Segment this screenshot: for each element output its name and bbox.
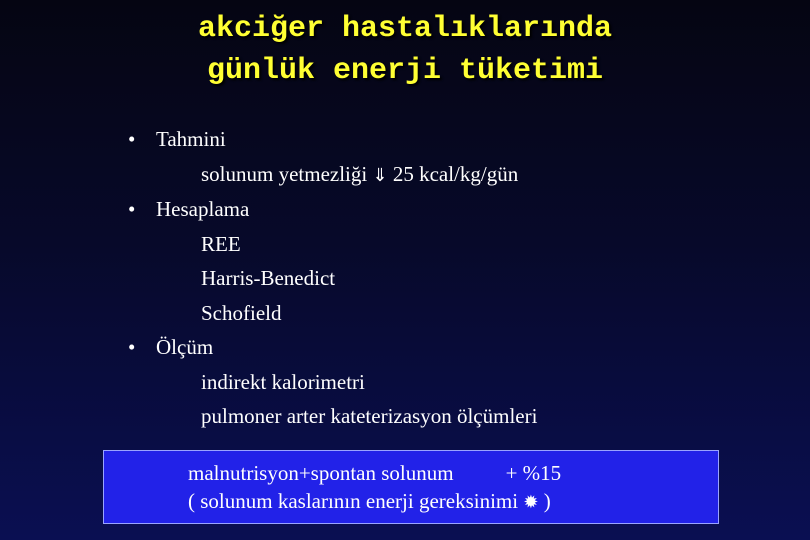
note-line-1-text: malnutrisyon+spontan solunum [188, 461, 454, 485]
bullet-label: Tahmini [156, 127, 226, 151]
note-line-1 [188, 460, 561, 486]
title-line-1: akciğer hastalıklarında [197, 12, 613, 46]
note-line-2-text: ( solunum kaslarının enerji gereksinimi [188, 489, 524, 513]
down-arrow-icon: ⇓ [372, 165, 388, 186]
bullet-item-olcum [128, 335, 213, 359]
bullet-label: Hesaplama [156, 197, 250, 221]
note-line-2-close: ) [538, 489, 551, 513]
sub-item-indirekt-kalorimetri: indirekt kalorimetri [201, 370, 365, 394]
sub-item-solunum-yetmezligi [201, 162, 518, 188]
bullet-dot: • [128, 335, 136, 359]
title-line-2: günlük enerji tüketimi [206, 54, 604, 88]
sub-item-harris-benedict: Harris-Benedict [201, 266, 336, 290]
note-line-2 [188, 488, 551, 516]
note-line-1-value: + %15 [505, 461, 562, 485]
bullet-dot: • [128, 197, 136, 221]
sub-item-value: 25 kcal/kg/gün [387, 162, 519, 186]
sub-item-pulmoner-arter: pulmoner arter kateterizasyon ölçümleri [201, 404, 538, 428]
bullet-item-hesaplama [128, 197, 249, 221]
note-box [103, 450, 719, 524]
sub-item-schofield: Schofield [201, 301, 282, 325]
sub-item-text: solunum yetmezliği [201, 162, 373, 186]
bullet-item-tahmini [128, 127, 226, 151]
bullet-dot: • [128, 127, 136, 151]
bullet-label: Ölçüm [156, 335, 214, 359]
sub-item-ree: REE [201, 232, 241, 256]
star-icon: ✹ [523, 492, 539, 513]
